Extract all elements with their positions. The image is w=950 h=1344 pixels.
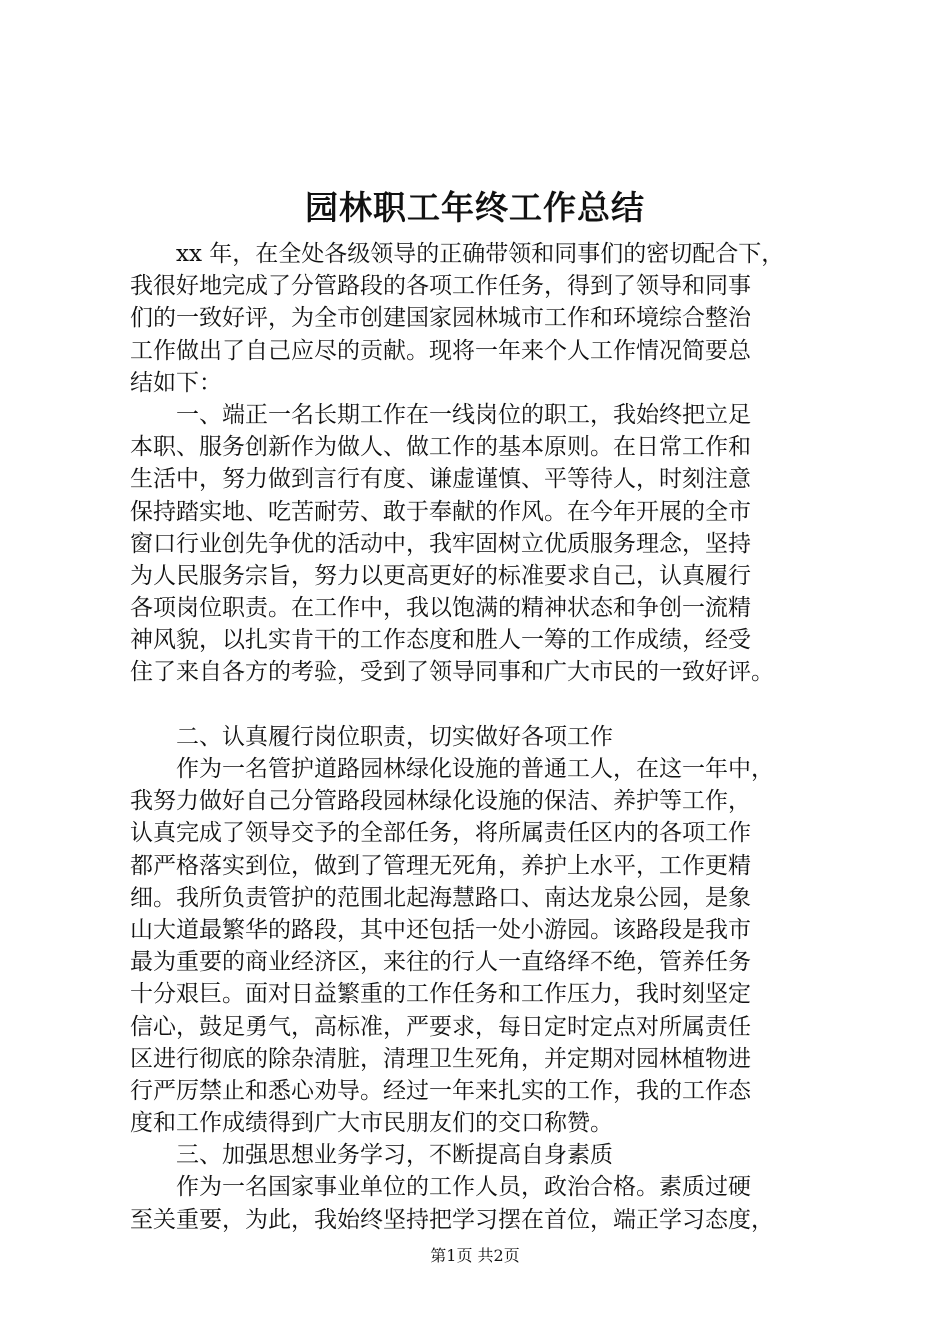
body-line: 细。我所负责管护的范围北起海慧路口、南达龙泉公园，是象 (130, 884, 751, 911)
body-line: 窗口行业创先争优的活动中，我牢固树立优质服务理念，坚持 (130, 530, 751, 557)
body-line: 工作做出了自己应尽的贡献。现将一年来个人工作情况简要总 (130, 337, 751, 364)
body-line: 作为一名管护道路园林绿化设施的普通工人，在这一年中， (130, 756, 774, 782)
body-line: 十分艰巨。面对日益繁重的工作任务和工作压力，我时刻坚定 (130, 981, 751, 1008)
body-line: 作为一名国家事业单位的工作人员，政治合格。素质过硬 (130, 1174, 751, 1201)
body-line: 至关重要，为此，我始终坚持把学习摆在首位，端正学习态度， (130, 1206, 774, 1233)
body-line: 我很好地完成了分管路段的各项工作任务，得到了领导和同事 (130, 273, 751, 300)
body-line: 各项岗位职责。在工作中，我以饱满的精神状态和争创一流精 (130, 595, 751, 622)
body-line: 生活中，努力做到言行有度、谦虚谨慎、平等待人，时刻注意 (130, 466, 751, 493)
body-line: 保持踏实地、吃苦耐劳、敢于奉献的作风。在今年开展的全市 (130, 498, 751, 525)
body-line: 结如下： (130, 369, 222, 396)
body-line: 都严格落实到位，做到了管理无死角，养护上水平，工作更精 (130, 852, 751, 879)
body-line: 信心，鼓足勇气，高标准，严要求，每日定时定点对所属责任 (130, 1013, 751, 1040)
body-line: 山大道最繁华的路段，其中还包括一处小游园。该路段是我市 (130, 916, 751, 943)
body-line: 三、加强思想业务学习，不断提高自身素质 (130, 1142, 613, 1169)
body-line: 二、认真履行岗位职责，切实做好各项工作 (130, 723, 613, 750)
body-line: 认真完成了领导交予的全部任务，将所属责任区内的各项工作 (130, 820, 751, 847)
body-line: 区进行彻底的除杂清脏，清理卫生死角，并定期对园林植物进 (130, 1045, 751, 1072)
body-line: 住了来自各方的考验，受到了领导同事和广大市民的一致好评。 (130, 659, 774, 686)
body-line: 度和工作成绩得到广大市民朋友们的交口称赞。 (130, 1110, 613, 1137)
body-line: 们的一致好评，为全市创建国家园林城市工作和环境综合整治 (130, 305, 751, 332)
body-line: 一、端正一名长期工作在一线岗位的职工，我始终把立足 (130, 401, 751, 428)
body-line: 行严厉禁止和悉心劝导。经过一年来扎实的工作，我的工作态 (130, 1077, 751, 1104)
body-line: xx 年，在全处各级领导的正确带领和同事们的密切配合下， (130, 241, 785, 267)
body-line: 为人民服务宗旨，努力以更高更好的标准要求自己，认真履行 (130, 562, 751, 589)
body-line: 最为重要的商业经济区，来往的行人一直络绎不绝，管养任务 (130, 949, 751, 976)
body-line: 我努力做好自己分管路段园林绿化设施的保洁、养护等工作， (130, 788, 751, 815)
document-title: 园林职工年终工作总结 (305, 188, 645, 227)
body-line: 本职、服务创新作为做人、做工作的基本原则。在日常工作和 (130, 434, 751, 461)
body-line: 神风貌，以扎实肯干的工作态度和胜人一筹的工作成绩，经受 (130, 627, 751, 654)
page-indicator: 第1页 共2页 (430, 1246, 520, 1265)
document-body (130, 238, 830, 1236)
body-line (130, 689, 830, 721)
